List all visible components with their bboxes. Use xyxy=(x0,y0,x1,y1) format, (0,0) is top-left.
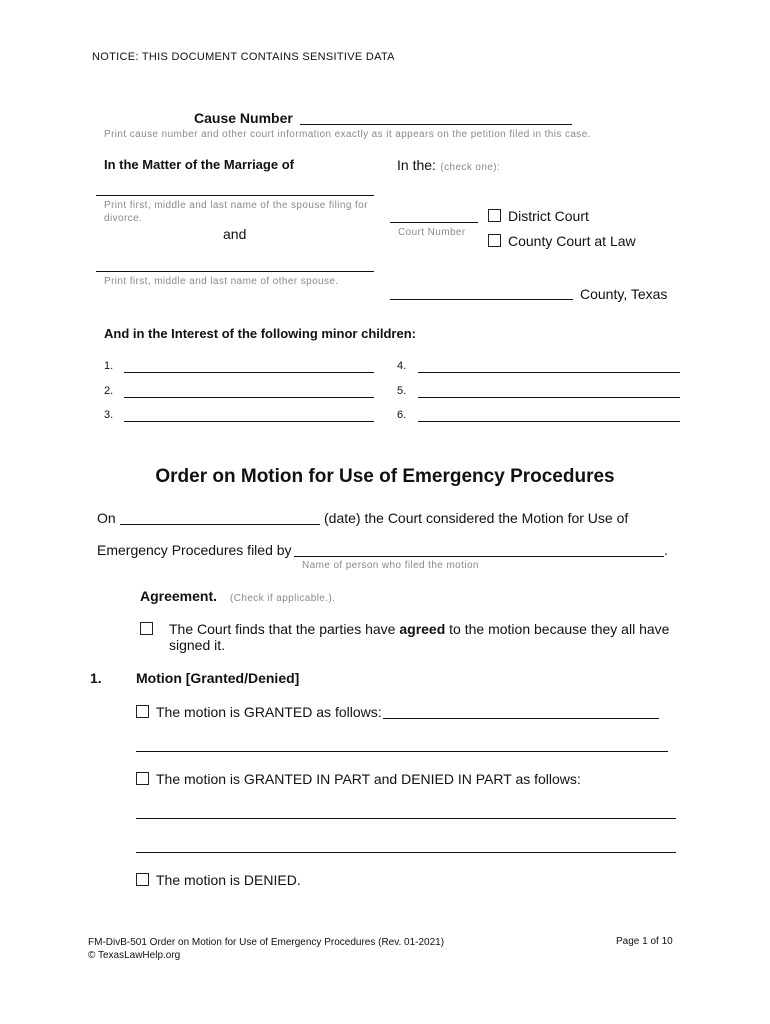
considered-text: (date) the Court considered the Motion for Use of xyxy=(324,510,629,526)
agreement-text-bold: agreed xyxy=(399,621,446,637)
child-number-5: 5. xyxy=(397,385,407,397)
agreement-text xyxy=(169,621,679,637)
filed-by-text: Emergency Procedures filed by xyxy=(97,542,292,558)
partial-field-line1[interactable] xyxy=(136,818,676,819)
check-one-hint: (check one): xyxy=(440,162,501,173)
county-court-label: County Court at Law xyxy=(508,233,636,249)
county-court-checkbox[interactable] xyxy=(488,234,501,247)
district-court-checkbox[interactable] xyxy=(488,209,501,222)
agreement-label: Agreement. xyxy=(140,588,218,604)
partial-field-line2[interactable] xyxy=(136,852,676,853)
spouse2-name-field[interactable] xyxy=(96,271,374,272)
child-field-4[interactable] xyxy=(418,372,680,373)
child-number-4: 4. xyxy=(397,360,407,372)
county-field[interactable] xyxy=(390,299,573,300)
granted-checkbox[interactable] xyxy=(136,705,149,718)
in-the-label: In the: xyxy=(397,157,436,173)
agreement-text-start: The Court finds that the parties have xyxy=(169,621,396,637)
agreement-text-end: to the motion because they all have xyxy=(449,621,670,637)
children-heading: And in the Interest of the following minor children: xyxy=(104,326,416,341)
footer-form-info xyxy=(88,936,444,962)
granted-field-line2[interactable] xyxy=(136,751,668,752)
on-label: On xyxy=(97,510,116,526)
court-number-field[interactable] xyxy=(390,222,478,223)
child-field-3[interactable] xyxy=(124,421,374,422)
agreement-text-line2: signed it. xyxy=(169,637,226,653)
child-number-6: 6. xyxy=(397,409,407,421)
child-field-1[interactable] xyxy=(124,372,374,373)
document-title: Order on Motion for Use of Emergency Procedures xyxy=(155,466,615,487)
spouse2-hint: Print first, middle and last name of other spouse. xyxy=(104,276,339,287)
filed-by-field[interactable] xyxy=(294,556,664,557)
spouse1-name-field[interactable] xyxy=(96,195,374,196)
notice-text: NOTICE: THIS DOCUMENT CONTAINS SENSITIVE DATA xyxy=(92,51,395,63)
partial-text: The motion is GRANTED IN PART and DENIED IN PART as follows: xyxy=(156,771,581,787)
district-court-label: District Court xyxy=(508,208,589,224)
child-number-1: 1. xyxy=(104,360,114,372)
county-texas-label: County, Texas xyxy=(580,286,668,302)
in-the-row xyxy=(397,157,500,175)
child-field-6[interactable] xyxy=(418,421,680,422)
cause-number-label: Cause Number xyxy=(194,110,293,126)
and-text: and xyxy=(223,226,247,242)
cause-instruction: Print cause number and other court information exactly as it appears on the petition filed in this case. xyxy=(104,129,591,140)
agreement-checkbox[interactable] xyxy=(140,622,153,635)
date-field[interactable] xyxy=(120,524,320,525)
agreement-hint: (Check if applicable.). xyxy=(230,593,336,604)
granted-text: The motion is GRANTED as follows: xyxy=(156,704,382,720)
section-number: 1. xyxy=(90,670,102,686)
name-hint: Name of person who filed the motion xyxy=(302,560,479,571)
footer-page-number: Page 1 of 10 xyxy=(616,936,673,947)
cause-number-field[interactable] xyxy=(300,124,572,125)
section-heading: Motion [Granted/Denied] xyxy=(136,670,300,686)
matter-heading: In the Matter of the Marriage of xyxy=(104,157,294,172)
footer-copyright: © TexasLawHelp.org xyxy=(88,950,181,961)
child-number-3: 3. xyxy=(104,409,114,421)
denied-text: The motion is DENIED. xyxy=(156,872,301,888)
child-field-2[interactable] xyxy=(124,397,374,398)
spouse1-hint: Print first, middle and last name of the spouse filing for divorce. xyxy=(104,200,368,224)
child-field-5[interactable] xyxy=(418,397,680,398)
granted-field[interactable] xyxy=(383,718,659,719)
child-number-2: 2. xyxy=(104,385,114,397)
denied-checkbox[interactable] xyxy=(136,873,149,886)
court-number-label: Court Number xyxy=(398,227,466,238)
period-text: . xyxy=(664,542,668,558)
partial-checkbox[interactable] xyxy=(136,772,149,785)
footer-form-name: FM-DivB-501 Order on Motion for Use of Emergency Procedures (Rev. 01-2021) xyxy=(88,937,445,948)
